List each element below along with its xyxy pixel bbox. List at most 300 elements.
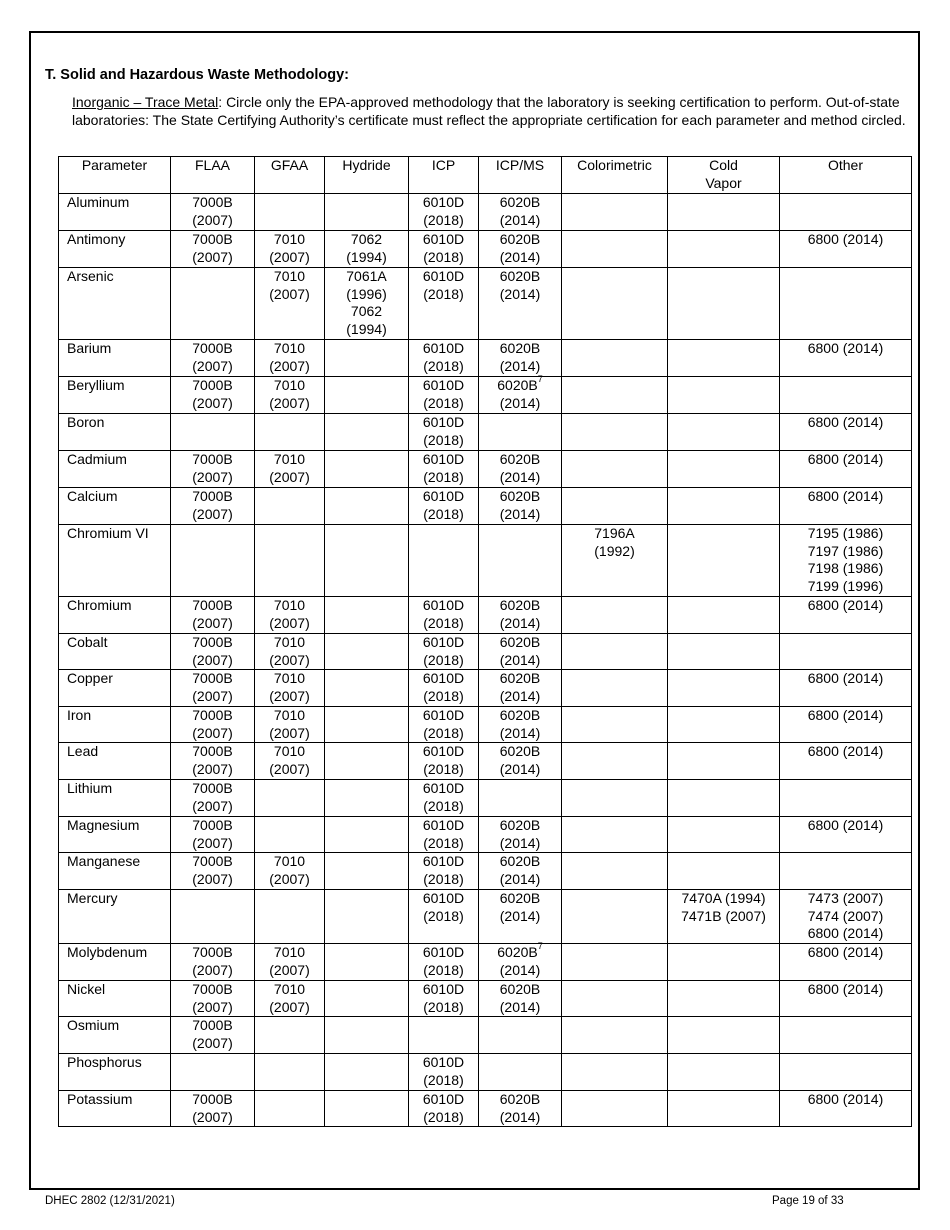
- method-code: (2018): [423, 907, 464, 924]
- method-code: (2007): [192, 1108, 233, 1125]
- cell-cold-vapor: [668, 743, 780, 780]
- method-code: (2018): [423, 285, 464, 302]
- cell-colorimetric: [562, 1017, 668, 1054]
- method-code: 7010: [273, 340, 306, 356]
- table-row: [59, 340, 912, 377]
- cell-flaa: [171, 981, 255, 1017]
- cell-icp: [409, 853, 479, 890]
- method-code: 7010: [273, 981, 306, 997]
- method-code: (1996): [346, 285, 387, 302]
- method-code: 7474 (2007): [807, 907, 884, 924]
- cell-gfaa: [255, 597, 325, 634]
- method-code: (2018): [423, 651, 464, 668]
- cell-cold-vapor: [668, 231, 780, 268]
- cell-param: Magnesium: [59, 817, 171, 853]
- method-code: (2014): [499, 961, 541, 978]
- method-code: 6020B: [499, 488, 541, 504]
- method-code: 6010D: [422, 268, 465, 284]
- cell-hydride: [325, 981, 409, 1017]
- cell-param: Iron: [59, 707, 171, 743]
- table-row: [59, 1017, 912, 1054]
- cell-hydride: [325, 597, 409, 634]
- method-code: 6010D: [422, 944, 465, 960]
- cell-cold-vapor: [668, 780, 780, 817]
- method-code: 7010: [273, 268, 306, 284]
- cell-icpms: [479, 634, 562, 670]
- cell-icp: [409, 488, 479, 525]
- method-code: (2018): [423, 760, 464, 777]
- cell-icpms: [479, 890, 562, 944]
- cell-icp: [409, 1091, 479, 1127]
- method-code: 6010D: [422, 780, 465, 796]
- method-code: (2018): [423, 797, 464, 814]
- method-code: 6020B: [499, 853, 541, 869]
- cell-flaa: [171, 743, 255, 780]
- cell-cold-vapor: [668, 525, 780, 597]
- cell-param: Mercury: [59, 890, 171, 944]
- method-code: 7000B: [192, 488, 233, 504]
- cell-gfaa: [255, 194, 325, 231]
- cell-gfaa: [255, 268, 325, 340]
- table-row: [59, 780, 912, 817]
- cell-gfaa: [255, 488, 325, 525]
- method-code: (2018): [423, 505, 464, 522]
- method-code: (2014): [499, 505, 541, 522]
- method-code: (2007): [269, 614, 310, 631]
- method-code: 7000B: [192, 634, 233, 650]
- cell-colorimetric: [562, 525, 668, 597]
- cell-cold-vapor: [668, 597, 780, 634]
- cell-icp: [409, 817, 479, 853]
- cell-flaa: [171, 488, 255, 525]
- cell-other: [780, 743, 912, 780]
- table-row: [59, 817, 912, 853]
- cell-icp: [409, 268, 479, 340]
- method-code: (2014): [499, 468, 541, 485]
- cell-flaa: [171, 377, 255, 414]
- form-id: DHEC 2802 (12/31/2021): [45, 1195, 175, 1207]
- cell-flaa: [171, 414, 255, 451]
- method-code: 7471B (2007): [681, 907, 766, 924]
- method-code: (2007): [192, 505, 233, 522]
- method-code: (2007): [192, 211, 233, 228]
- method-code: 7000B: [192, 853, 233, 869]
- cell-cold-vapor: [668, 944, 780, 981]
- method-code: (2007): [192, 394, 233, 411]
- cell-hydride: [325, 488, 409, 525]
- table-row: [59, 268, 912, 340]
- table-row: [59, 707, 912, 743]
- method-code: (2007): [192, 870, 233, 887]
- cell-gfaa: [255, 231, 325, 268]
- cell-flaa: [171, 670, 255, 707]
- cell-colorimetric: [562, 1054, 668, 1091]
- cell-cold-vapor: [668, 670, 780, 707]
- cell-gfaa: [255, 944, 325, 981]
- cell-other: [780, 1017, 912, 1054]
- method-code: 7198 (1986): [807, 560, 884, 576]
- cell-icpms: [479, 817, 562, 853]
- cell-flaa: [171, 1017, 255, 1054]
- intro-text: : Circle only the EPA-approved methodology that the laboratory is seeking certification to perform. Out-of-state laboratories: The State Certifying Authority’s certificate must reflect the appropriate certification for each parameter and method circled.: [72, 94, 906, 128]
- method-code: (2007): [192, 357, 233, 374]
- cell-param: Phosphorus: [59, 1054, 171, 1091]
- cell-param: Arsenic: [59, 268, 171, 340]
- method-code: 6020B: [499, 1091, 541, 1107]
- cell-icp: [409, 597, 479, 634]
- cell-flaa: [171, 231, 255, 268]
- cell-param: Lead: [59, 743, 171, 780]
- table-row: [59, 981, 912, 1017]
- cell-cold-vapor: [668, 414, 780, 451]
- cell-cold-vapor: [668, 340, 780, 377]
- cell-other: [780, 597, 912, 634]
- cell-param: Osmium: [59, 1017, 171, 1054]
- cell-cold-vapor: [668, 1017, 780, 1054]
- method-code: 7010: [273, 743, 306, 759]
- cell-gfaa: [255, 525, 325, 597]
- cell-hydride: [325, 780, 409, 817]
- cell-icpms: [479, 451, 562, 488]
- cell-icpms: [479, 374, 562, 414]
- cell-hydride: [325, 853, 409, 890]
- cell-other: [780, 194, 912, 231]
- cell-flaa: [171, 853, 255, 890]
- method-code: (2014): [499, 870, 541, 887]
- header-gfaa: GFAA: [255, 157, 325, 194]
- cell-param: Barium: [59, 340, 171, 377]
- table-row: [59, 944, 912, 981]
- method-code: 7000B: [192, 340, 233, 356]
- method-code: 7010: [273, 377, 306, 393]
- method-code: 6020B: [499, 817, 541, 833]
- method-code: (2007): [269, 961, 310, 978]
- method-code: 6800 (2014): [807, 451, 884, 467]
- method-code: (2007): [269, 394, 310, 411]
- method-code: 6010D: [422, 743, 465, 759]
- method-code: 6010D: [422, 451, 465, 467]
- cell-icpms: [479, 597, 562, 634]
- cell-param: Manganese: [59, 853, 171, 890]
- cell-cold-vapor: [668, 194, 780, 231]
- cell-cold-vapor: [668, 634, 780, 670]
- section-heading: T. Solid and Hazardous Waste Methodology:: [45, 67, 349, 83]
- cell-icpms: [479, 670, 562, 707]
- cell-param: Calcium: [59, 488, 171, 525]
- method-code: (2007): [192, 468, 233, 485]
- method-code: 6800 (2014): [807, 707, 884, 723]
- cell-colorimetric: [562, 1091, 668, 1127]
- method-code: 6010D: [422, 634, 465, 650]
- cell-other: [780, 377, 912, 414]
- cell-colorimetric: [562, 488, 668, 525]
- method-code: 7061A: [346, 268, 387, 284]
- cell-icpms: [479, 488, 562, 525]
- cell-flaa: [171, 890, 255, 944]
- method-code: 6800 (2014): [807, 925, 884, 941]
- method-code: (2018): [423, 248, 464, 265]
- table-row: [59, 525, 912, 597]
- method-code: (2014): [499, 651, 541, 668]
- method-code: (2014): [499, 687, 541, 704]
- cell-other: [780, 340, 912, 377]
- method-code: 7199 (1996): [807, 577, 884, 594]
- method-code: 6010D: [422, 377, 465, 393]
- method-code: (2018): [423, 211, 464, 228]
- method-code: 7010: [273, 231, 306, 247]
- method-code: (2007): [269, 724, 310, 741]
- method-code: (2007): [269, 248, 310, 265]
- method-code: 6010D: [422, 853, 465, 869]
- method-code: 6020B: [499, 981, 541, 997]
- method-code: 7010: [273, 707, 306, 723]
- method-code: (2014): [499, 998, 541, 1015]
- method-code: 7000B: [192, 743, 233, 759]
- cell-hydride: [325, 194, 409, 231]
- method-code: (2007): [192, 834, 233, 851]
- cell-colorimetric: [562, 377, 668, 414]
- cell-other: [780, 1054, 912, 1091]
- cell-flaa: [171, 780, 255, 817]
- method-code: (2007): [192, 687, 233, 704]
- method-code: (2018): [423, 834, 464, 851]
- method-code: 6800 (2014): [807, 231, 884, 247]
- cell-colorimetric: [562, 890, 668, 944]
- header-colorimetric: Colorimetric: [562, 157, 668, 194]
- page-number: Page 19 of 33: [772, 1195, 844, 1207]
- cell-cold-vapor: [668, 451, 780, 488]
- header-other: Other: [780, 157, 912, 194]
- method-code: (2014): [499, 357, 541, 374]
- cell-cold-vapor: [668, 853, 780, 890]
- cell-hydride: [325, 634, 409, 670]
- method-code: (2018): [423, 1108, 464, 1125]
- method-code: 6020B: [499, 340, 541, 356]
- method-code: 7062: [350, 303, 383, 319]
- cell-icp: [409, 944, 479, 981]
- method-code: 6800 (2014): [807, 414, 884, 430]
- cell-other: [780, 981, 912, 1017]
- cell-icp: [409, 780, 479, 817]
- cell-colorimetric: [562, 634, 668, 670]
- cell-other: [780, 853, 912, 890]
- method-code: 7470A (1994): [681, 890, 766, 906]
- method-code: 7010: [273, 597, 306, 613]
- method-code: 6010D: [422, 1091, 465, 1107]
- cell-gfaa: [255, 780, 325, 817]
- cell-colorimetric: [562, 780, 668, 817]
- header-param: Parameter: [59, 157, 171, 194]
- cell-icpms: [479, 1091, 562, 1127]
- cell-gfaa: [255, 670, 325, 707]
- method-code: 6020B: [499, 743, 541, 759]
- cell-gfaa: [255, 451, 325, 488]
- method-code: 6020B: [499, 707, 541, 723]
- method-code: 6800 (2014): [807, 488, 884, 504]
- table-row: [59, 1054, 912, 1091]
- method-code: 7010: [273, 944, 306, 960]
- cell-flaa: [171, 1091, 255, 1127]
- cell-colorimetric: [562, 231, 668, 268]
- method-code: (2014): [499, 907, 541, 924]
- method-code: 6800 (2014): [807, 743, 884, 759]
- method-code: (2007): [269, 651, 310, 668]
- cell-hydride: [325, 414, 409, 451]
- method-code: (2014): [499, 394, 541, 411]
- cell-other: [780, 634, 912, 670]
- table-row: [59, 414, 912, 451]
- header-cold-vapor: Cold Vapor: [668, 157, 780, 194]
- method-code: (2014): [499, 211, 541, 228]
- cell-hydride: [325, 1091, 409, 1127]
- cell-hydride: [325, 817, 409, 853]
- cell-flaa: [171, 525, 255, 597]
- method-code: 7000B: [192, 944, 233, 960]
- cell-flaa: [171, 634, 255, 670]
- method-code: 6020B: [499, 670, 541, 686]
- header-icp: ICP: [409, 157, 479, 194]
- cell-colorimetric: [562, 853, 668, 890]
- method-code: (2007): [192, 724, 233, 741]
- cell-flaa: [171, 268, 255, 340]
- method-code: 7000B: [192, 707, 233, 723]
- cell-hydride: [325, 268, 409, 340]
- method-code: (2007): [192, 651, 233, 668]
- cell-cold-vapor: [668, 1054, 780, 1091]
- cell-hydride: [325, 451, 409, 488]
- method-code: 6800 (2014): [807, 944, 884, 960]
- method-code: 7000B: [192, 1091, 233, 1107]
- method-code: (2014): [499, 760, 541, 777]
- cell-icp: [409, 377, 479, 414]
- method-code: $6020B^7$: [497, 374, 543, 393]
- cell-other: [780, 944, 912, 981]
- cell-cold-vapor: [668, 981, 780, 1017]
- cell-colorimetric: [562, 597, 668, 634]
- method-code: 7000B: [192, 377, 233, 393]
- method-code: 6010D: [422, 194, 465, 210]
- cell-param: Antimony: [59, 231, 171, 268]
- cell-other: [780, 1091, 912, 1127]
- method-code: (2014): [499, 614, 541, 631]
- cell-icpms: [479, 1017, 562, 1054]
- cell-param: Aluminum: [59, 194, 171, 231]
- cell-cold-vapor: [668, 890, 780, 944]
- method-code: (2014): [499, 724, 541, 741]
- table-row: [59, 634, 912, 670]
- cell-other: [780, 780, 912, 817]
- cell-colorimetric: [562, 414, 668, 451]
- cell-param: Cobalt: [59, 634, 171, 670]
- cell-hydride: [325, 377, 409, 414]
- cell-cold-vapor: [668, 377, 780, 414]
- cell-cold-vapor: [668, 1091, 780, 1127]
- cell-param: Chromium: [59, 597, 171, 634]
- cell-icp: [409, 634, 479, 670]
- method-code: (2007): [192, 1034, 233, 1051]
- cell-gfaa: [255, 743, 325, 780]
- method-code: 7000B: [192, 670, 233, 686]
- method-code: 7000B: [192, 817, 233, 833]
- table-row: [59, 194, 912, 231]
- cell-colorimetric: [562, 194, 668, 231]
- method-code: 6800 (2014): [807, 670, 884, 686]
- cell-flaa: [171, 707, 255, 743]
- cell-icpms: [479, 194, 562, 231]
- cell-icp: [409, 1017, 479, 1054]
- table-row: [59, 890, 912, 944]
- cell-param: Molybdenum: [59, 944, 171, 981]
- method-code: 7010: [273, 634, 306, 650]
- method-code: (2018): [423, 468, 464, 485]
- cell-hydride: [325, 743, 409, 780]
- method-code: (2007): [192, 614, 233, 631]
- cell-flaa: [171, 340, 255, 377]
- cell-other: [780, 231, 912, 268]
- method-code: 6010D: [422, 414, 465, 430]
- method-code: 7062: [350, 231, 383, 247]
- table-row: [59, 853, 912, 890]
- cell-other: [780, 451, 912, 488]
- cell-cold-vapor: [668, 268, 780, 340]
- method-code: 6010D: [422, 707, 465, 723]
- cell-icpms: [479, 268, 562, 340]
- cell-gfaa: [255, 981, 325, 1017]
- cell-other: [780, 670, 912, 707]
- cell-hydride: [325, 525, 409, 597]
- cell-icpms: [479, 525, 562, 597]
- cell-other: [780, 707, 912, 743]
- method-code: (2018): [423, 394, 464, 411]
- cell-icp: [409, 231, 479, 268]
- cell-other: [780, 488, 912, 525]
- intro-paragraph: [72, 94, 910, 129]
- header-icpms: ICP/MS: [479, 157, 562, 194]
- cell-flaa: [171, 451, 255, 488]
- method-code: $6020B^7$: [497, 941, 543, 960]
- method-code: 7197 (1986): [807, 542, 884, 559]
- cell-other: [780, 890, 912, 944]
- cell-colorimetric: [562, 268, 668, 340]
- cell-cold-vapor: [668, 488, 780, 525]
- table-body: [59, 194, 912, 1127]
- cell-icp: [409, 890, 479, 944]
- cell-icp: [409, 414, 479, 451]
- cell-hydride: [325, 707, 409, 743]
- cell-param: Cadmium: [59, 451, 171, 488]
- table-row: [59, 488, 912, 525]
- method-code: (2007): [192, 248, 233, 265]
- cell-gfaa: [255, 1091, 325, 1127]
- method-code: 7196A: [594, 525, 635, 541]
- cell-other: [780, 268, 912, 340]
- cell-flaa: [171, 817, 255, 853]
- method-code: 7000B: [192, 231, 233, 247]
- method-code: 6020B: [499, 451, 541, 467]
- method-code: (2007): [269, 285, 310, 302]
- cell-colorimetric: [562, 451, 668, 488]
- method-code: 7000B: [192, 981, 233, 997]
- cell-hydride: [325, 670, 409, 707]
- cell-icpms: [479, 414, 562, 451]
- cell-icpms: [479, 340, 562, 377]
- cell-icpms: [479, 707, 562, 743]
- cell-gfaa: [255, 414, 325, 451]
- method-code: 6010D: [422, 231, 465, 247]
- method-code: (2018): [423, 357, 464, 374]
- cell-param: Beryllium: [59, 377, 171, 414]
- method-code: (2007): [192, 760, 233, 777]
